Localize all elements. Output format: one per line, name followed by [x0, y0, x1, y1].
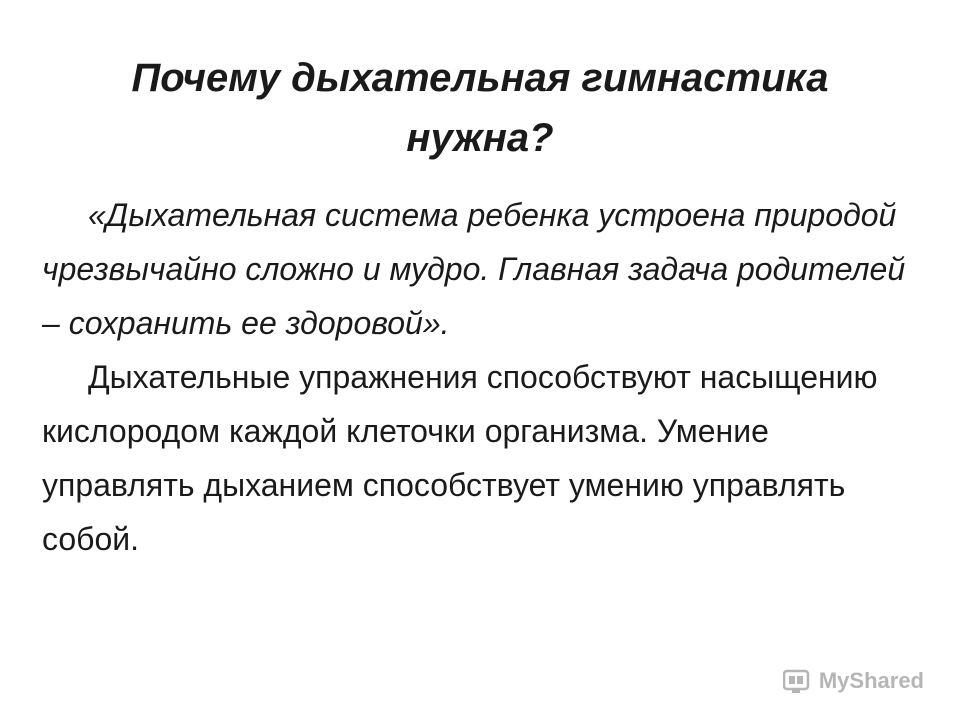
mushroom-logo-icon	[783, 668, 813, 694]
myshared-watermark[interactable]	[783, 668, 924, 694]
quote-paragraph: «Дыхательная система ребенка устроена природой чрезвычайно сложно и мудро. Главная задача родителей – сохранить ее здоровой».	[42, 197, 906, 341]
slide-body	[42, 188, 922, 566]
body-paragraph: Дыхательные упражнения способствуют насыщению кислородом каждой клеточки организма. Умение управлять дыханием способствует умению управлять собой.	[42, 359, 878, 557]
slide-title: Почему дыхательная гимнастика нужна?	[131, 56, 829, 160]
watermark-text: MyShared	[818, 668, 924, 693]
